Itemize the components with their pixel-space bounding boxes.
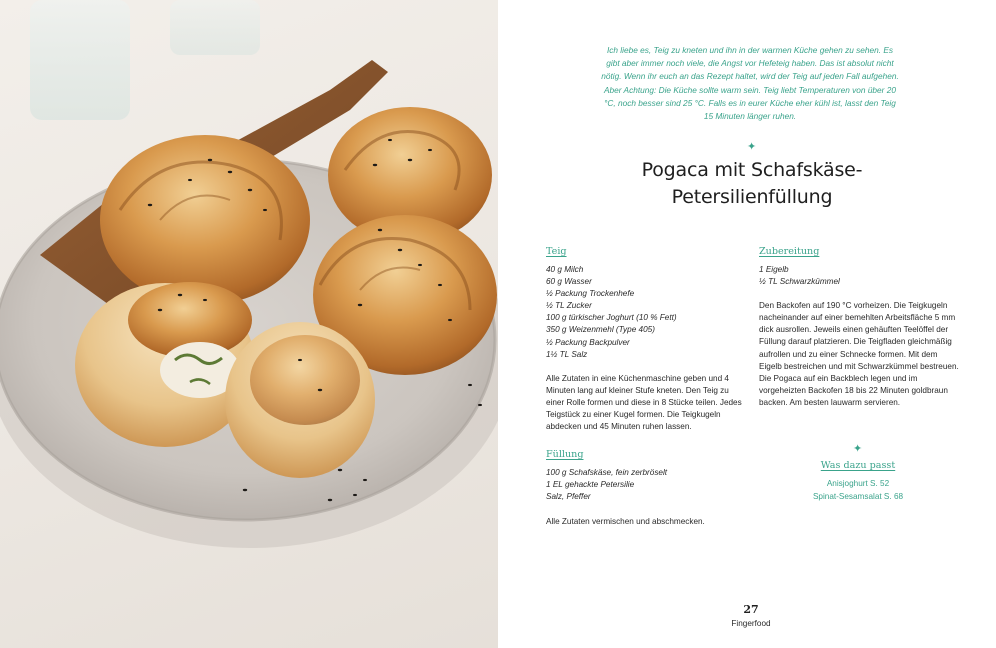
bun-back-left [100,135,310,305]
ingredient-item: ½ TL Schwarzkümmel [759,277,840,287]
teig-heading: Teig [546,246,567,257]
ornament-star: ✦ [747,141,757,153]
ingredient-item: 100 g türkischer Joghurt (10 % Fett) [546,313,677,323]
ornament-star: ✦ [853,443,863,455]
recipe-title-line-1: Pogaca mit Schafskäse- [641,159,863,181]
serve-item: Anisjoghurt S. 52 [826,479,890,488]
fuellung-heading: Füllung [546,449,584,461]
ingredient-item: 60 g Wasser [546,277,592,287]
right-column [759,245,959,409]
chapter-name: Fingerfood [731,619,771,628]
recipe-page [498,0,996,648]
serve-item: Spinat-Sesamsalat S. 68 [812,492,904,501]
page-number: 27 [743,603,759,616]
fuellung-instructions: Alle Zutaten vermischen und abschmecken. [546,516,705,526]
teig-instructions: Alle Zutaten in eine Küchenmaschine geben und 4 Minuten lang auf kleiner Stufe kneten. Den Teig zu einer Rolle formen und diese in 8 Stücke teilen. Jedes Teigstück zu einer Kugel formen. Die Teigkugeln abdecken und 45 Minuten ruhen lassen. [546,373,742,432]
glass-right [170,0,260,55]
ingredient-item: 350 g Weizenmehl (Type 405) [546,325,655,335]
ingredient-item: 1 Eigelb [759,265,789,274]
intro-text: Ich liebe es, Teig zu kneten und ihn in der warmen Küche gehen zu sehen. Es gibt aber immer noch viele, die Angst vor Hefeteig haben. Das ist absolut nicht nötig. Wenn ihr euch an das Rezept haltet, wird der Teig auf jeden Fall aufgehen. Aber Achtung: Die Küche sollte warm sein. Teig liebt Temperaturen von über 20 °C, noch besser sind 25 °C. Falls es in eurer Küche eher kühl ist, lasst den Teig 15 Minuten länger ruhen. [601,45,899,122]
ingredient-item: 1½ TL Salz [546,349,588,359]
fuellung-ingredients [546,467,742,503]
ingredient-item: ½ Packung Trockenhefe [546,289,635,299]
zubereitung-instructions: Den Backofen auf 190 °C vorheizen. Die Teigkugeln nacheinander auf einer bemehlten Arbeitsfläche 5 mm dick ausrollen. Jeweils einen gehäuften Teelöffel der Füllung darauf platzieren. Die Teigfladen gleichmäßig aufrollen und zu einer Schnecke formen. Mit dem Eigelb bestreichen und mit Schwarzkümmel bestreuen. Die Pogaca auf ein Backblech legen und im vorgeheizten Backofen 18 bis 22 Minuten goldbraun backen. Am besten lauwarm servieren. [759,301,959,407]
teig-ingredients [546,264,742,361]
serve-with-box [798,459,918,503]
recipe-title-line-2: Petersilienfüllung [671,186,833,208]
zubereitung-ingredients [759,264,959,288]
left-column [546,245,742,528]
zubereitung-heading: Zubereitung [759,246,820,257]
ingredient-item: 100 g Schafskäse, fein zerbröselt [546,468,668,478]
ingredient-item: ½ TL Zucker [546,301,592,311]
serve-heading: Was dazu passt [820,460,896,471]
recipe-title [598,157,906,211]
ingredient-item: ½ Packung Backpulver [546,337,630,347]
ingredient-item: 1 EL gehackte Petersilie [546,480,635,490]
glass-left [30,0,130,120]
ingredient-item: 40 g Milch [546,265,584,274]
ingredient-item: Salz, Pfeffer [546,492,591,502]
